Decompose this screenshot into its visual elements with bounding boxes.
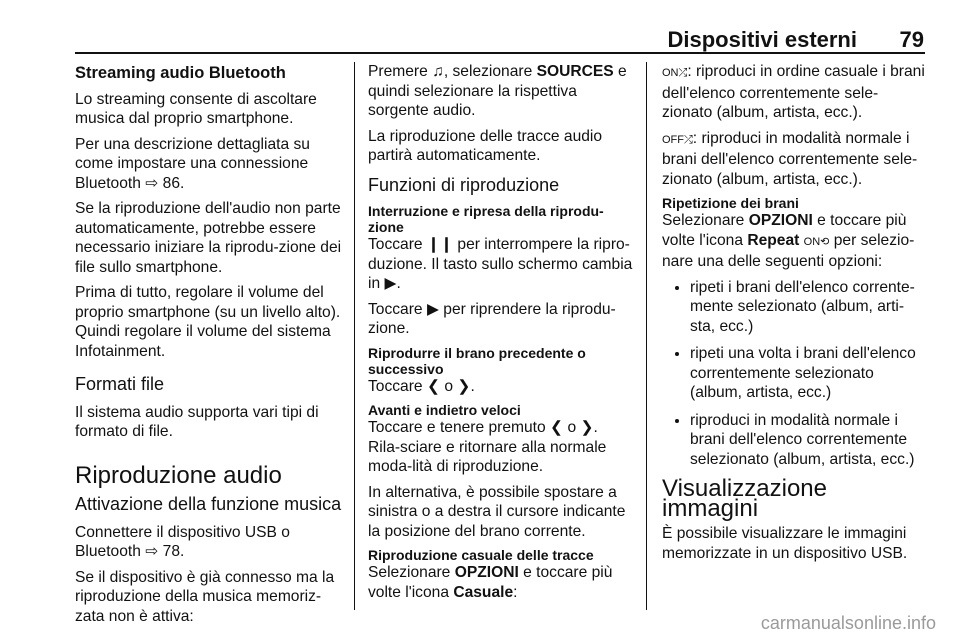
heading-immagini: Visualizzazione immagini (662, 475, 827, 522)
paragraph: Prima di tutto, regolare il volume del proprio smartphone (su un livello alto). Quindi regolare il volume del sistema Infotainment. (75, 284, 341, 360)
paragraph: Se la riproduzione dell'audio non parte automaticamente, potrebbe essere necessario iniziare la riprodu-zione dei file sullo smartphone. (75, 200, 342, 276)
paragraph: È possibile visualizzare le immagini memorizzate in un dispositivo USB. (662, 525, 908, 562)
paragraph: Se il dispositivo è già connesso ma la riproduzione della musica memoriz-zata non è attiva: (75, 568, 335, 625)
heading-riproduzione-audio: Riproduzione audio (75, 461, 282, 489)
subheading-casuale: Riproduzione casuale delle tracce (368, 547, 594, 563)
shuffle-on-icon: ON⤮ (662, 67, 688, 79)
options-list (662, 278, 928, 470)
heading-formati: Formati file (75, 374, 165, 394)
paragraph: Toccare ▶ per riprendere la riprodu-zione. (368, 300, 616, 337)
paragraph: Toccare ❮ o ❯. (368, 377, 475, 395)
list-item: • ripeti i brani dell'elenco corrente-mente selezionato (album, arti-sta, ecc.) (690, 278, 928, 337)
page-header (0, 0, 960, 50)
paragraph: Lo streaming consente di ascoltare musica dal proprio smartphone. (75, 90, 317, 127)
previous-icon: ❮ (550, 419, 564, 436)
next-icon: ❯ (457, 377, 471, 395)
paragraph: OFF⤮: riproduci in modalità normale i brani dell'elenco correntemente sele-zionato (album, artista, ecc.). (662, 129, 918, 188)
arrow-reference-icon: ⇨ (145, 543, 159, 560)
paragraph: La riproduzione delle tracce audio partirà automaticamente. (368, 127, 603, 164)
arrow-reference-icon: ⇨ (145, 174, 159, 192)
subheading-interruzione: Interruzione e ripresa della riprodu-zione (368, 203, 604, 235)
column-right (662, 62, 928, 569)
paragraph: Selezionare OPZIONI e toccare più volte l'icona Repeat ON⟲ per selezio-nare una delle seguenti opzioni: (662, 212, 915, 270)
heading-attivazione: Attivazione della funzione musica (75, 494, 342, 514)
play-icon: ▶ (426, 300, 439, 318)
music-note-icon: ♫ (432, 63, 444, 80)
paragraph: Il sistema audio supporta vari tipi di formato di file. (75, 403, 319, 440)
column-middle (368, 62, 634, 608)
pause-icon: ❙❙ (426, 236, 454, 253)
heading-funzioni: Funzioni di riproduzione (368, 174, 560, 195)
column-left (75, 62, 345, 632)
subheading-avanti: Avanti e indietro veloci (368, 402, 521, 418)
paragraph: ON⤮: riproduci in ordine casuale i brani dell'elenco correntemente sele-zionato (album, artista, ecc.). (662, 63, 925, 121)
paragraph: In alternativa, è possibile spostare a sinistra o a destra il cursore indicante la posizione del brano corrente. (368, 483, 626, 540)
previous-icon: ❮ (426, 377, 441, 395)
subheading-ripetizione: Ripetizione dei brani (662, 195, 799, 211)
list-item: • riproduci in modalità normale i brani dell'elenco correntemente selezionato (album, artista, ecc.) (690, 411, 928, 470)
header-rule (75, 52, 925, 54)
paragraph: Toccare e tenere premuto ❮ o ❯. Rila-sciare e ritornare alla normale moda-lità di riproduzione. (368, 419, 607, 475)
subheading-precedente: Riprodurre il brano precedente o successivo (368, 344, 586, 377)
column-divider (354, 62, 355, 610)
page-number: 79 (899, 27, 924, 52)
watermark: carmanualsonline.info (760, 613, 936, 633)
repeat-icon: ON⟲ (803, 235, 830, 248)
heading-streaming: Streaming audio Bluetooth (75, 64, 286, 82)
paragraph: Connettere il dispositivo USB o Bluetooth ⇨ 78. (75, 523, 290, 560)
list-item: • ripeti una volta i brani dell'elenco correntemente selezionato (album, artista, ecc.) (690, 344, 928, 403)
paragraph: Premere ♫, selezionare SOURCES e quindi selezionare la rispettiva sorgente audio. (368, 63, 627, 119)
paragraph: Toccare ❙❙ per interrompere la ripro-duzione. Il tasto sullo schermo cambia in ▶. (368, 236, 633, 292)
page-title: Dispositivi esterni (667, 27, 857, 52)
paragraph: Selezionare OPZIONI e toccare più volte l'icona Casuale: (368, 564, 613, 601)
play-icon: ▶ (384, 275, 397, 292)
shuffle-off-icon: OFF⤮ (662, 133, 693, 146)
next-icon: ❯ (580, 419, 594, 436)
paragraph: Per una descrizione dettagliata su come impostare una connessione Bluetooth ⇨ 86. (75, 135, 310, 192)
column-divider (646, 62, 647, 610)
